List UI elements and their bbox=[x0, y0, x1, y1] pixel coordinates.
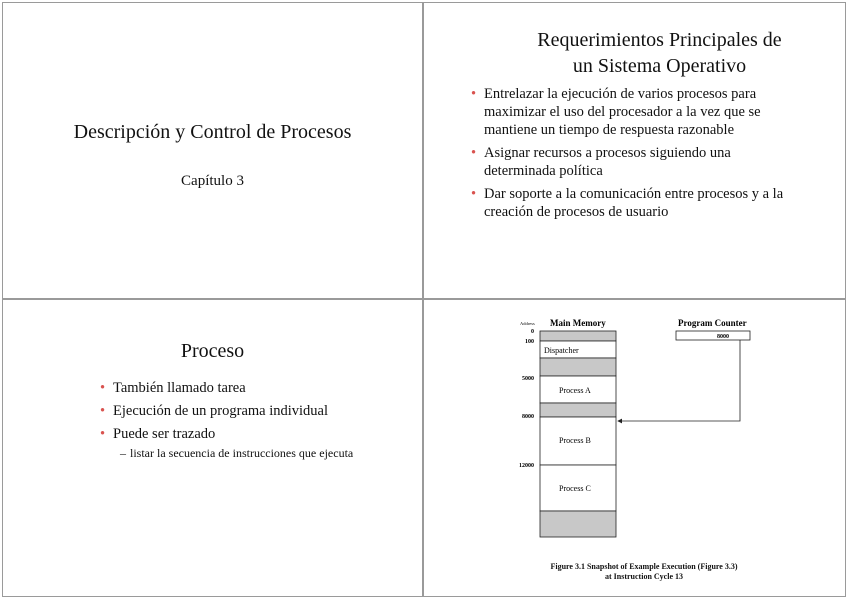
address-tick: 0 bbox=[531, 329, 534, 335]
memory-column bbox=[540, 331, 616, 537]
segment-label-dispatcher: Dispatcher bbox=[544, 346, 579, 355]
slide-3-bullet: • Puede ser trazado bbox=[100, 425, 370, 443]
slide-memory-diagram bbox=[423, 299, 846, 597]
figure-caption bbox=[484, 562, 804, 582]
slide-1-subtitle: Capítulo 3 bbox=[181, 173, 244, 189]
slide-3-title: Proceso bbox=[180, 340, 245, 362]
slide-3-subbullet-list bbox=[120, 446, 360, 461]
program-counter-box bbox=[676, 331, 750, 340]
slide-requirements bbox=[423, 2, 846, 299]
slide-1-title: Descripción y Control de Procesos bbox=[73, 121, 352, 143]
memory-segment-shaded bbox=[540, 403, 616, 417]
slide-3-bullet-list bbox=[100, 379, 370, 448]
slide-3-bullet: • También llamado tarea bbox=[100, 379, 370, 397]
address-label: Address bbox=[520, 321, 535, 326]
memory-segment-shaded bbox=[540, 358, 616, 376]
slide-3-subbullet: – listar la secuencia de instrucciones que ejecuta bbox=[120, 446, 360, 461]
program-counter-value: 8000 bbox=[717, 334, 729, 340]
figure-caption-line-2: at Instruction Cycle 13 bbox=[605, 572, 683, 581]
segment-label-process-a: Process A bbox=[559, 386, 591, 395]
main-memory-label: Main Memory bbox=[550, 318, 606, 328]
slide-3-bullet: • Ejecución de un programa individual bbox=[100, 402, 370, 420]
slide-2-bullet-list bbox=[471, 85, 796, 226]
slide-2-bullet: • Dar soporte a la comunicación entre procesos y a la creación de procesos de usuario bbox=[471, 185, 796, 221]
address-tick: 100 bbox=[525, 339, 534, 345]
memory-segment-shaded bbox=[540, 331, 616, 341]
slide-2-title-line-2: un Sistema Operativo bbox=[572, 55, 747, 77]
address-tick: 8000 bbox=[522, 414, 534, 420]
slide-2-bullet: • Entrelazar la ejecución de varios procesos para maximizar el uso del procesador a la vez que se mantiene un tiempo de respuesta razonable bbox=[471, 85, 796, 139]
slide-process bbox=[2, 299, 423, 597]
slide-2-title-line-1: Requerimientos Principales de bbox=[537, 29, 782, 51]
memory-diagram bbox=[424, 300, 845, 596]
slide-title bbox=[2, 2, 423, 299]
segment-label-process-b: Process B bbox=[559, 436, 591, 445]
program-counter-pointer-arrow bbox=[618, 340, 740, 421]
memory-segment-shaded bbox=[540, 511, 616, 537]
figure-caption-line-1: Figure 3.1 Snapshot of Example Execution (Figure 3.3) bbox=[550, 562, 738, 571]
address-tick: 12000 bbox=[519, 463, 534, 469]
slide-2-bullet: • Asignar recursos a procesos siguiendo una determinada política bbox=[471, 144, 796, 180]
slide-2-title bbox=[474, 27, 845, 79]
segment-label-process-c: Process C bbox=[559, 484, 591, 493]
program-counter-label: Program Counter bbox=[678, 318, 747, 328]
address-tick: 5000 bbox=[522, 376, 534, 382]
